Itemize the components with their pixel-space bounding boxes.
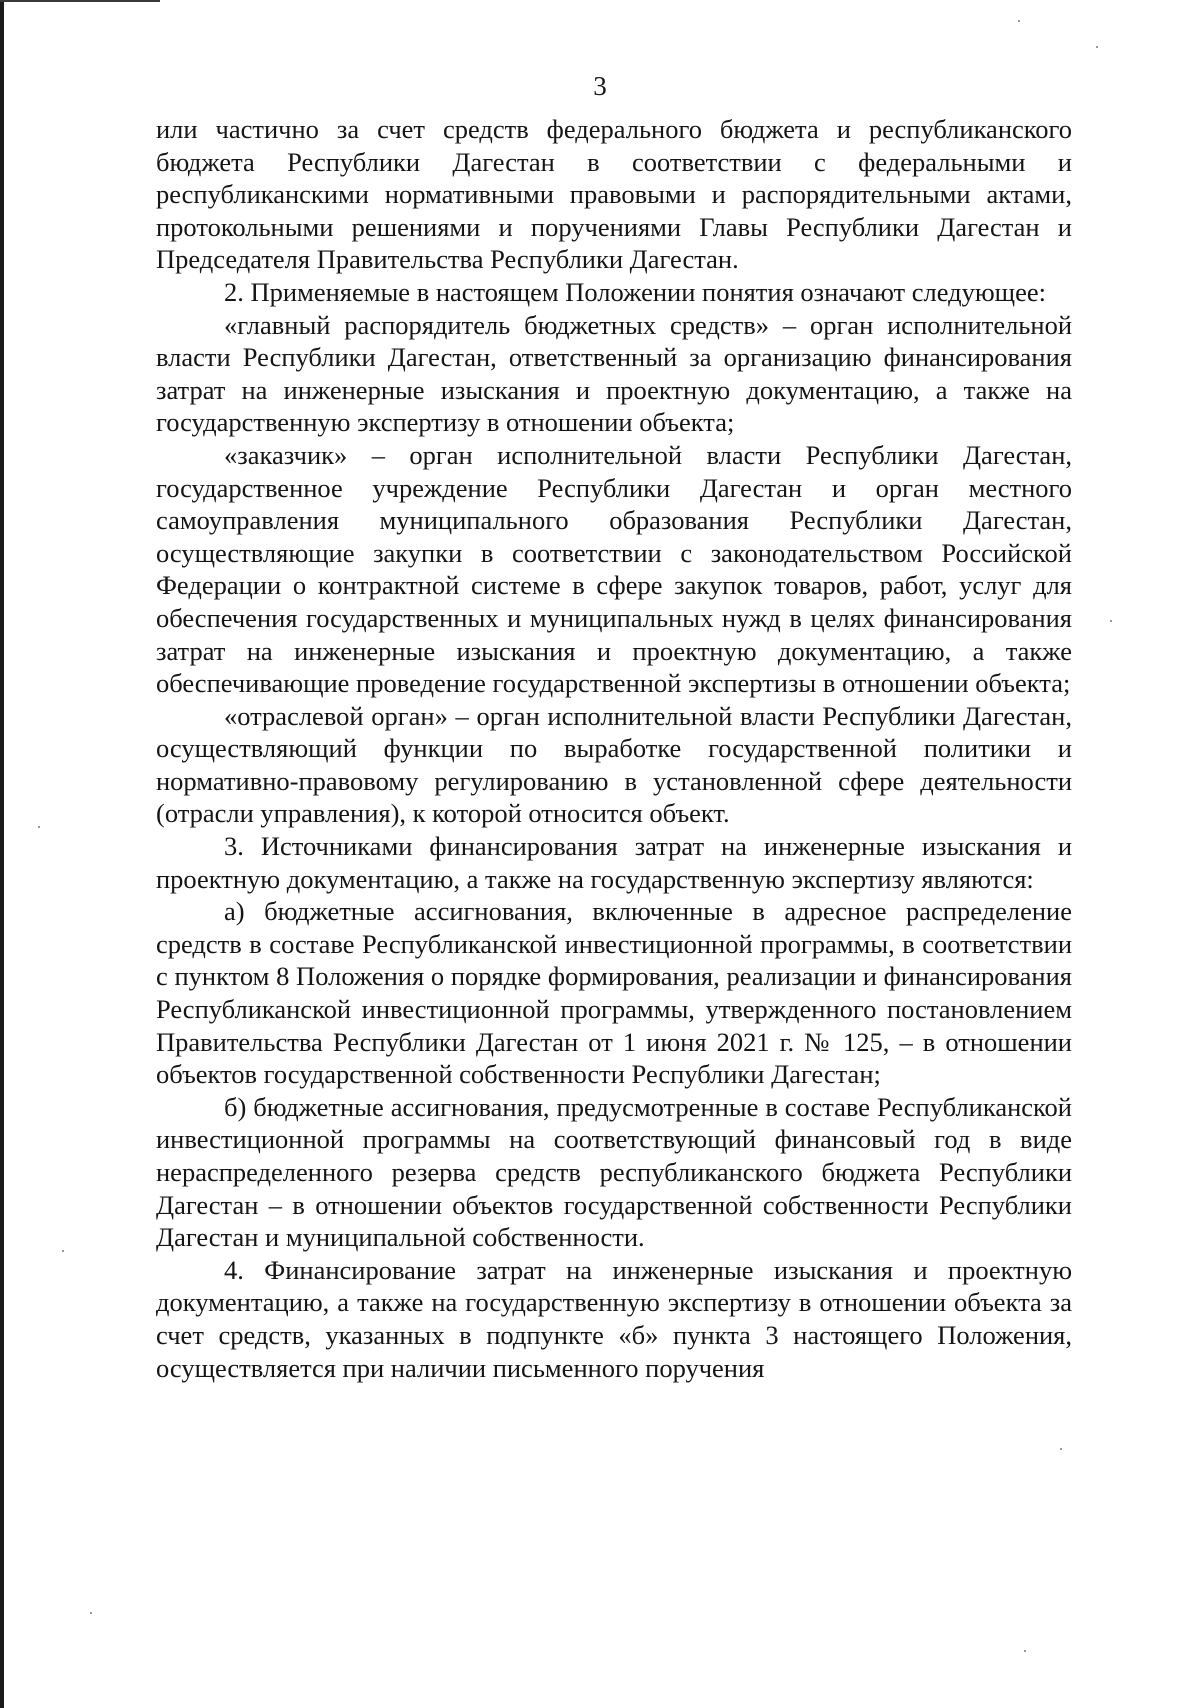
paragraph-item-3b: б) бюджетные ассигнования, предусмотренные в составе Республиканской инвестиционной программы на соответствующий финансовый год в виде нераспределенного резерва средств республиканского бюджета Республики Дагестан – в отношении объектов государственной собственности Республики Дагестан и муниципальной собственности. [156,1091,1072,1253]
scan-speck [62,1250,64,1252]
page-number: 3 [593,71,607,101]
paragraph-item-3a: а) бюджетные ассигнования, включенные в адресное распределение средств в составе Республиканской инвестиционной программы, в соответствии с пунктом 8 Положения о порядке формирования, реализации и финансирования Республиканской инвестиционной программы, утвержденного постановлением Правительства Республики Дагестан от 1 июня 2021 г. № 125, – в отношении объектов государственной собственности Республики Дагестан; [156,896,1072,1090]
paragraph-item-3: 3. Источниками финансирования затрат на инженерные изыскания и проектную документацию, а также на государственную экспертизу являются: [156,831,1072,894]
document-body [156,113,1072,1384]
scan-speck [1110,620,1112,622]
paragraph-item-4: 4. Финансирование затрат на инженерные изыскания и проектную документацию, а также на государственную экспертизу в отношении объекта за счет средств, указанных в подпункте «б» пункта 3 настоящего Положения, осуществляется при наличии письменного поручения [156,1254,1072,1383]
scan-speck [38,826,40,828]
paragraph-definition-customer: «заказчик» – орган исполнительной власти Республики Дагестан, государственное учреждение Республики Дагестан и орган местного самоуправления муниципального образования Республики Дагестан, осуществляющие закупки в соответствии с законодательством Российской Федерации о контрактной системе в сфере закупок товаров, работ, услуг для обеспечения государственных и муниципальных нужд в целях финансирования затрат на инженерные изыскания и проектную документацию, а также обеспечивающие проведение государственной экспертизы в отношении объекта; [156,439,1072,699]
scan-speck [1024,1650,1026,1652]
scan-speck [1060,1448,1062,1450]
paragraph-item-2: 2. Применяемые в настоящем Положении понятия означают следующее: [224,276,1046,307]
scan-top-border [0,0,160,2]
scan-speck [1018,20,1020,22]
scan-speck [90,1612,92,1614]
paragraph-definition-chief-manager: «главный распорядитель бюджетных средств» – орган исполнительной власти Республики Дагестан, ответственный за организацию финансирования затрат на инженерные изыскания и проектную документацию, а также на государственную экспертизу в отношении объекта; [156,309,1072,438]
paragraph-continuation: или частично за счет средств федерального бюджета и республиканского бюджета Республики Дагестан в соответствии с федеральными и республиканскими нормативными правовыми и распорядительными актами, протокольными решениями и поручениями Главы Республики Дагестан и Председателя Правительства Республики Дагестан. [156,114,1072,275]
scan-speck [1096,46,1098,48]
scan-left-border [0,0,4,1708]
paragraph-definition-sector-body: «отраслевой орган» – орган исполнительной власти Республики Дагестан, осуществляющий функции по выработке государственной политики и нормативно-правовому регулированию в установленной сфере деятельности (отрасли управления), к которой относится объект. [156,700,1072,829]
